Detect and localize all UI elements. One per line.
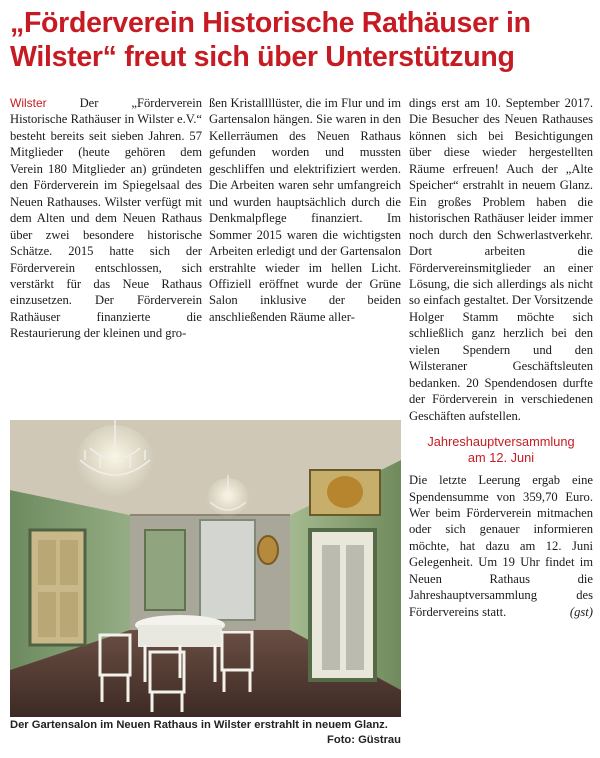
subheading-line-1: Jahreshauptversammlung bbox=[427, 434, 575, 450]
article-photo bbox=[10, 420, 401, 717]
author-initials: (gst) bbox=[569, 604, 593, 619]
article-text bbox=[409, 472, 593, 620]
subheading bbox=[409, 434, 593, 466]
photo-caption bbox=[10, 718, 401, 748]
article-text: ßen Kristallllüster, die im Flur und im Gartensalon hängen. Sie waren in den Kellerräumen des Neuen Rathaus gefunden worden und mussten geschliffen und elektrifiziert werden. Die Arbeiten waren sehr umfangreich und wurden hauptsächlich durch die Denkmalpflege finanziert. Im Sommer 2015 waren die wichtigsten Arbeiten erledigt und der Gartensalon erstrahlte wieder im hellen Licht. Offiziell eröffnet wurde der Grüne Salon inklusive der beiden anschließenden Räume aller- bbox=[209, 96, 401, 324]
article-column-2 bbox=[209, 95, 401, 418]
article-column-1 bbox=[10, 95, 202, 418]
subheading-line-2: am 12. Juni bbox=[467, 450, 535, 466]
article-paragraph bbox=[10, 95, 202, 342]
gartensalon-photo bbox=[10, 420, 401, 717]
photo-credit: Foto: Güstrau bbox=[327, 734, 401, 746]
article-column-3 bbox=[409, 95, 593, 745]
headline: „Förderverein Historische Rathäuser in Wilster“ freut sich über Unterstützung bbox=[10, 7, 531, 73]
caption-text: Der Gartensalon im Neuen Rathaus in Wilster erstrahlt in neuem Glanz. bbox=[10, 719, 388, 731]
article-text: Der „Förderverein Historische Rathäuser in Wilster e.V.“ besteht bereits seit sieben Jahren. 57 Mitglieder (heute gehören dem Verein 180 Mitglieder an) gründeten den Förderverein im Spiegelsaal des Neuen Rathauses. Wilster verfügt mit dem Alten und dem Neuen Rathaus über zwei besondere historische Schätze. 2015 hatte sich der Förderverein entschlossen, sich verstärkt für das Neue Rathaus einzusetzen. Der Förderverein Rathäuser finanzierte die Restaurierung der kleinen und gro- bbox=[10, 96, 202, 341]
dateline: Wilster bbox=[10, 96, 47, 110]
article-text-2: Die letzte Leerung ergab eine Spendensumme von 359,70 Euro. Wer beim Förderverein mitmachen oder sich genauer informieren möchte, hat dazu am 12. Juni Gelegenheit. Um 19 Uhr findet im Neuen Rathaus die Jahreshauptversammlung des Fördervereins statt. bbox=[409, 473, 593, 619]
article-text: dings erst am 10. September 2017. Die Besucher des Neuen Rathauses können sich bei Besichtigungen über diese wieder hergestellten Räume erfreuen! Auch der „Alte Speicher“ erstrahlt in neuem Glanz. Ein großes Problem haben die historischen Rathäuser leider immer noch durch den Schwerlastverkehr. Dort arbeiten die Fördervereinsmitglieder an einer Lösung, die sich allerdings als nicht so einfach gestaltet. Der Vorsitzende Holger Stamm möchte sich schließlich ganz herzlich bei den vielen Spendern und den Wilsteraner Geschäftsleuten bedanken. 20 Spendendosen durfte der Förderverein in verschiedenen Geschäften aufstellen. bbox=[409, 96, 593, 423]
